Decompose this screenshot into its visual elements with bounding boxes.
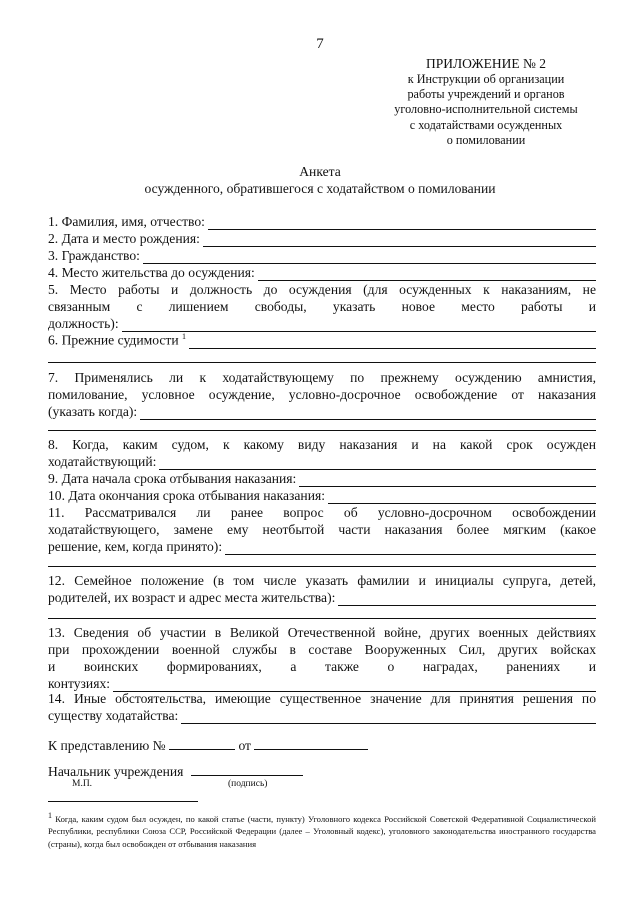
field-workplace[interactable] [48,315,596,332]
q13-line2: при прохождении военной службы в составе Вооруженных Сил, других войсках [48,642,596,657]
form-title [0,163,640,197]
signature-blank[interactable] [191,762,303,776]
field-label: 1. Фамилия, имя, отчество: [48,214,205,229]
field-family[interactable] [48,589,596,606]
q13-line3: и воинских формированиях, а также о наградах, ранениях и [48,659,596,674]
signature-caption: (подпись) [228,779,268,789]
q13-line1: 13. Сведения об участии в Великой Отечественной войне, других военных действиях [48,625,596,640]
field-label: 10. Дата окончания срока отбывания наказания: [48,488,325,503]
field-full-name[interactable] [48,213,596,230]
field-label: родителей, их возраст и адрес места жительства): [48,590,336,605]
fill-line[interactable] [299,473,596,487]
appendix-line: работы учреждений и органов [407,87,565,102]
blank-rule[interactable] [48,566,596,567]
appendix-line: о помиловании [446,132,526,147]
field-label: контузиях: [48,676,111,691]
field-label: должность): [48,316,119,331]
fill-line[interactable] [181,710,596,724]
field-label: 3. Гражданство: [48,248,140,263]
fill-line[interactable] [159,456,596,470]
form-title-line2: осужденного, обратившегося с ходатайством о помиловании [144,181,496,196]
fill-line[interactable] [258,267,596,281]
field-label: решение, кем, когда принято): [48,539,223,554]
appendix-line: с ходатайствами осужденных [409,117,563,132]
field-amnesty[interactable] [48,403,596,420]
fill-line[interactable] [140,406,596,420]
appendix-line: уголовно-исполнительной системы [394,102,578,117]
q7-line1: 7. Применялись ли к ходатайствующему по прежнему осуждению амнистия, [48,370,596,385]
stamp-label: М.П. [72,779,93,789]
submission-number-blank[interactable] [169,736,235,750]
fill-line[interactable] [189,335,596,349]
page-number: 7 [316,36,324,52]
submission-date-blank[interactable] [254,736,368,750]
blank-rule[interactable] [48,618,596,619]
appendix-line: к Инструкции об организации [407,72,565,86]
footnote-divider [48,801,198,802]
q11-line1: 11. Рассматривался ли ранее вопрос об условно-досрочном освобождении [48,505,596,520]
field-residence[interactable] [48,264,596,281]
footnote [48,810,596,850]
q5-line1: 5. Место работы и должность до осуждения (для осужденных к наказаниям, не [48,282,596,297]
submission-from: от [238,738,251,753]
signature-row [48,762,303,780]
field-label: 4. Место жительства до осуждения: [48,265,255,280]
field-start-date[interactable] [48,470,596,487]
q11-line2: ходатайствующего, замене ему неотбытой части наказания более мягким (какое [48,522,596,537]
field-label: 2. Дата и место рождения: [48,231,200,246]
field-citizenship[interactable] [48,247,596,264]
field-sentence[interactable] [48,453,596,470]
field-label: 6. Прежние судимости $^1$ [48,332,186,348]
field-label: существу ходатайства: [48,708,179,723]
fill-line[interactable] [143,250,596,264]
field-label: (указать когда): [48,404,138,419]
footnote-number: 1 [48,811,52,820]
field-parole[interactable] [48,538,596,555]
field-end-date[interactable] [48,487,596,504]
field-birth[interactable] [48,230,596,247]
fill-line[interactable] [122,318,596,332]
footnote-text: Когда, каким судом был осужден, по какой статье (части, пункту) Уголовного кодекса Российской Советской Федеративной Социалистической Республики, республики Союза ССР, Российской Федерации (далее – Уголовный кодекс), уголовного законодательства иностранного государства (страны), когда был освобожден от отбывания наказания [48,813,596,849]
field-label: ходатайствующий: [48,454,157,469]
q5-line2: связанным с лишением свободы, указать новое место работы и [48,299,596,314]
appendix-title: ПРИЛОЖЕНИЕ № 2 [425,56,547,71]
q14-line1: 14. Иные обстоятельства, имеющие существенное значение для принятия решения по [48,691,596,706]
fill-line[interactable] [338,592,596,606]
blank-rule[interactable] [48,430,596,431]
field-prior-convictions[interactable] [48,332,596,349]
q12-line1: 12. Семейное положение (в том числе указать фамилии и инициалы супруга, детей, [48,573,596,588]
submission-label: К представлению № [48,738,166,753]
footnote-marker: 1 [182,332,186,342]
fill-line[interactable] [203,233,596,247]
field-label: 9. Дата начала срока отбывания наказания: [48,471,297,486]
appendix-header [380,56,592,148]
blank-rule[interactable] [48,362,596,363]
q7-line2: помилование, условное осуждение, условно-досрочное освобождение от наказания [48,387,596,402]
fill-line[interactable] [225,541,596,555]
field-other-circumstances[interactable] [48,707,596,724]
fill-line[interactable] [208,216,596,230]
submission-row [48,736,368,754]
form-title-line1: Анкета [299,164,341,179]
q8-line1: 8. Когда, каким судом, к какому виду наказания и на какой срок осужден [48,437,596,452]
fill-line[interactable] [328,490,596,504]
signature-label: Начальник учреждения [48,764,184,779]
